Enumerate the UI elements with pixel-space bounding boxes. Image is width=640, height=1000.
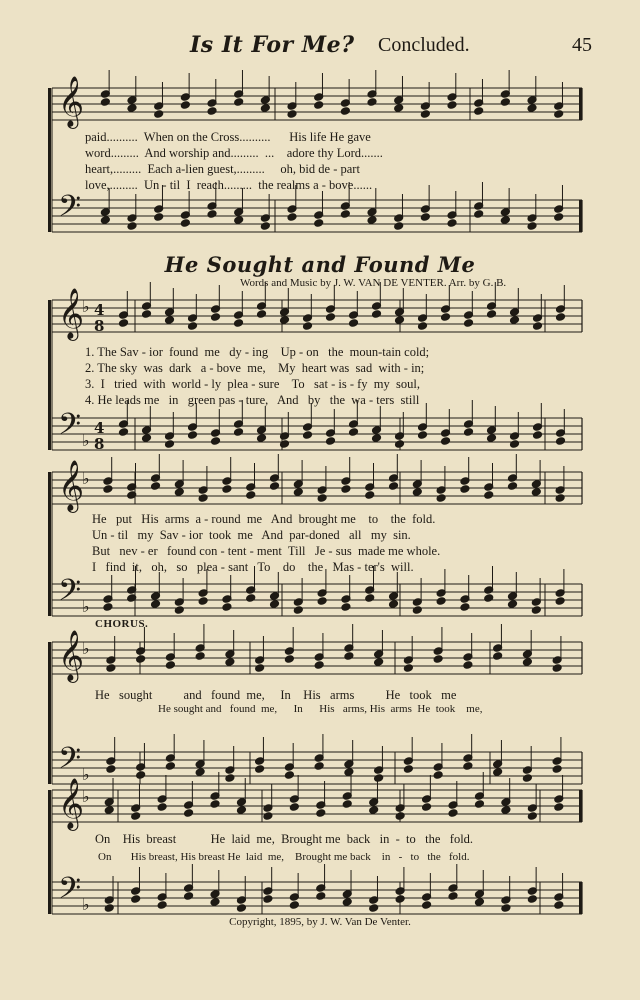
system-brace — [48, 300, 51, 450]
bass-clef: 𝄢 — [58, 408, 82, 449]
note-head — [342, 800, 352, 809]
note-head — [325, 437, 335, 446]
note-head — [136, 655, 146, 664]
note-head — [420, 213, 430, 222]
note-head — [369, 806, 379, 815]
note-head — [348, 319, 358, 328]
note-head — [552, 765, 562, 774]
treble-clef: 𝄞 — [58, 630, 85, 681]
note-head — [527, 104, 537, 113]
note-head — [180, 219, 190, 228]
flat-sign: ♭ — [82, 787, 90, 806]
note-head — [284, 655, 294, 664]
chorus-line-lower: On His breast, His breast He laid me, Brought me back in - to the fold. — [98, 851, 470, 863]
note-head — [289, 901, 299, 910]
note-head — [260, 104, 270, 113]
note-head — [246, 491, 256, 500]
note-head — [463, 428, 473, 437]
note-head — [417, 431, 427, 440]
note-head — [207, 107, 217, 116]
note-head — [198, 494, 208, 503]
verse-line: He put His arms a - round me And brought me to the fold. — [92, 512, 436, 526]
note-head — [104, 904, 114, 913]
note-head — [388, 482, 398, 491]
note-head — [448, 809, 458, 818]
note-head — [165, 762, 175, 771]
note-head — [157, 803, 167, 812]
system-brace — [48, 642, 51, 784]
note-head — [187, 322, 197, 331]
treble-clef: 𝄞 — [58, 76, 85, 127]
note-head — [234, 98, 244, 107]
note-head — [314, 661, 324, 670]
note-head — [500, 98, 510, 107]
flat-sign: ♭ — [82, 765, 90, 784]
note-head — [222, 603, 232, 612]
copyright-notice: Copyright, 1895, by J. W. Van De Venter. — [229, 916, 411, 928]
note-head — [527, 812, 537, 821]
note-head — [317, 494, 327, 503]
bass-clef: 𝄢 — [58, 742, 82, 783]
chorus-label: CHORUS. — [95, 618, 149, 630]
note-head — [493, 652, 503, 661]
flat-sign: ♭ — [82, 469, 90, 488]
note-head — [394, 440, 404, 449]
note-head — [314, 762, 324, 771]
note-head — [474, 898, 484, 907]
note-head — [293, 606, 303, 615]
note-head — [210, 313, 220, 322]
note-head — [374, 774, 384, 783]
verse-line: word......... And worship and......... ... adore thy Lord....... — [85, 146, 383, 160]
note-head — [165, 661, 175, 670]
note-head — [522, 658, 532, 667]
flat-sign: ♭ — [82, 597, 90, 616]
note-head — [554, 110, 564, 119]
note-head — [263, 895, 273, 904]
note-head — [141, 310, 151, 319]
time-signature: 4 — [94, 419, 105, 437]
hymn-credit: Words and Music by J. W. VAN DE VENTER. Arr. by G. B. — [240, 277, 507, 289]
note-head — [486, 310, 496, 319]
note-head — [532, 431, 542, 440]
note-head — [447, 101, 457, 110]
note-head — [340, 210, 350, 219]
note-head — [509, 316, 519, 325]
hymn-title-continued: Is It For Me? — [190, 32, 355, 58]
note-head — [555, 597, 565, 606]
note-head — [100, 216, 110, 225]
bass-clef: 𝄢 — [58, 872, 82, 913]
note-head — [433, 771, 443, 780]
system-brace — [48, 88, 51, 232]
note-head — [348, 428, 358, 437]
note-head — [118, 428, 128, 437]
verse-line: Un - til my Sav - ior took me And par-doned all my sin. — [92, 528, 411, 542]
note-head — [507, 482, 517, 491]
note-head — [341, 485, 351, 494]
note-head — [527, 895, 537, 904]
note-head — [484, 594, 494, 603]
note-head — [154, 213, 164, 222]
note-head — [501, 806, 511, 815]
note-head — [554, 803, 564, 812]
note-head — [365, 491, 375, 500]
verse-line: I find it, oh, so plea - sant To do the Mas - ter's will. — [92, 560, 414, 574]
note-head — [342, 898, 352, 907]
note-head — [463, 762, 473, 771]
note-head — [263, 812, 273, 821]
note-head — [532, 322, 542, 331]
note-head — [234, 216, 244, 225]
note-head — [256, 434, 266, 443]
note-head — [555, 494, 565, 503]
note-head — [417, 322, 427, 331]
chorus-line-upper: He sought and found me, In His arms He took me — [95, 688, 457, 702]
note-head — [412, 488, 422, 497]
note-head — [164, 316, 174, 325]
note-head — [195, 768, 205, 777]
note-head — [184, 809, 194, 818]
treble-clef: 𝄞 — [58, 460, 85, 511]
note-head — [293, 488, 303, 497]
note-head — [433, 655, 443, 664]
note-head — [317, 597, 327, 606]
note-head — [106, 664, 116, 673]
note-head — [341, 603, 351, 612]
note-head — [460, 485, 470, 494]
note-head — [198, 597, 208, 606]
note-head — [269, 482, 279, 491]
note-head — [225, 774, 235, 783]
final-bar — [579, 200, 582, 232]
note-head — [371, 434, 381, 443]
system-brace — [48, 790, 51, 914]
note-head — [554, 213, 564, 222]
verse-line: heart,......... Each a-lien guest,......... oh, bid de - part — [85, 162, 360, 176]
final-bar — [579, 882, 582, 914]
note-head — [106, 765, 116, 774]
note-head — [207, 210, 217, 219]
note-head — [531, 606, 541, 615]
note-head — [436, 597, 446, 606]
note-head — [367, 216, 377, 225]
system-brace — [48, 472, 51, 616]
note-head — [256, 310, 266, 319]
note-head — [150, 600, 160, 609]
note-head — [412, 606, 422, 615]
note-head — [403, 664, 413, 673]
note-head — [279, 440, 289, 449]
hymn-title: He Sought and Found Me — [164, 252, 476, 277]
note-head — [302, 431, 312, 440]
bass-clef: 𝄢 — [58, 190, 82, 231]
note-head — [141, 434, 151, 443]
note-head — [131, 812, 141, 821]
verse-line: paid.......... When on the Cross.......... His life He gave — [85, 130, 371, 144]
note-head — [104, 806, 114, 815]
verse-line: 3. I tried with world - ly plea - sure To sat - is - fy my soul, — [85, 377, 420, 391]
note-head — [369, 904, 379, 913]
note-head — [422, 803, 432, 812]
note-head — [210, 800, 220, 809]
note-head — [174, 606, 184, 615]
note-head — [440, 313, 450, 322]
note-head — [395, 895, 405, 904]
note-head — [500, 216, 510, 225]
note-head — [493, 768, 503, 777]
note-head — [233, 319, 243, 328]
note-head — [103, 603, 113, 612]
note-head — [269, 600, 279, 609]
note-head — [340, 107, 350, 116]
note-head — [287, 213, 297, 222]
note-head — [222, 485, 232, 494]
note-head — [289, 803, 299, 812]
note-head — [460, 603, 470, 612]
note-head — [555, 313, 565, 322]
note-head — [287, 110, 297, 119]
note-head — [136, 771, 146, 780]
note-head — [233, 428, 243, 437]
note-head — [555, 437, 565, 446]
note-head — [246, 594, 256, 603]
note-head — [127, 104, 137, 113]
flat-sign: ♭ — [82, 431, 90, 450]
note-head — [180, 101, 190, 110]
note-head — [154, 110, 164, 119]
page-number: 45 — [572, 34, 592, 56]
note-head — [184, 892, 194, 901]
note-head — [157, 901, 167, 910]
note-head — [302, 322, 312, 331]
note-head — [447, 219, 457, 228]
note-head — [150, 482, 160, 491]
note-head — [103, 485, 113, 494]
note-head — [388, 600, 398, 609]
note-head — [422, 901, 432, 910]
note-head — [260, 222, 270, 231]
note-head — [501, 904, 511, 913]
chorus-line-upper: On His breast He laid me, Brought me back in - to the fold. — [95, 832, 474, 846]
note-head — [486, 434, 496, 443]
note-head — [463, 319, 473, 328]
note-head — [522, 774, 532, 783]
note-head — [527, 222, 537, 231]
final-bar — [579, 88, 582, 120]
note-head — [463, 661, 473, 670]
note-head — [394, 222, 404, 231]
note-head — [127, 222, 137, 231]
note-head — [316, 809, 326, 818]
note-head — [236, 904, 246, 913]
note-head — [195, 652, 205, 661]
verse-line: 1. The Sav - ior found me dy - ing Up - on the moun-tain cold; — [85, 345, 430, 359]
note-head — [367, 98, 377, 107]
note-head — [474, 210, 484, 219]
note-head — [395, 812, 405, 821]
note-head — [531, 488, 541, 497]
note-head — [440, 437, 450, 446]
note-head — [131, 895, 141, 904]
note-head — [371, 310, 381, 319]
note-head — [394, 104, 404, 113]
chorus-line-lower: He sought and found me, In His arms, His arms He took me, — [158, 703, 483, 715]
note-head — [420, 110, 430, 119]
time-signature: 8 — [94, 435, 105, 453]
note-head — [314, 101, 324, 110]
note-head — [474, 107, 484, 116]
note-head — [118, 319, 128, 328]
note-head — [552, 664, 562, 673]
verse-line: love,......... Un - til I reach......... the realms a - bove...... — [85, 178, 373, 192]
note-head — [484, 491, 494, 500]
note-head — [316, 892, 326, 901]
concluded-label: Concluded. — [378, 34, 470, 56]
note-head — [474, 800, 484, 809]
time-signature: 4 — [94, 301, 105, 319]
note-head — [394, 316, 404, 325]
flat-sign: ♭ — [82, 639, 90, 658]
treble-clef: 𝄞 — [58, 288, 85, 339]
note-head — [436, 494, 446, 503]
note-head — [225, 658, 235, 667]
note-head — [365, 594, 375, 603]
note-head — [210, 437, 220, 446]
note-head — [554, 901, 564, 910]
note-head — [284, 771, 294, 780]
time-signature: 8 — [94, 317, 105, 335]
bass-clef: 𝄢 — [58, 574, 82, 615]
note-head — [255, 664, 265, 673]
note-head — [174, 488, 184, 497]
note-head — [314, 219, 324, 228]
verse-line: 2. The sky was dark a - bove me, My heart was sad with - in; — [85, 361, 425, 375]
treble-clef: 𝄞 — [58, 778, 85, 829]
flat-sign: ♭ — [82, 297, 90, 316]
note-head — [100, 98, 110, 107]
note-head — [507, 600, 517, 609]
note-head — [255, 765, 265, 774]
note-head — [509, 440, 519, 449]
verse-line: But nev - er found con - tent - ment Till Je - sus made me whole. — [92, 544, 441, 558]
note-head — [187, 431, 197, 440]
note-head — [236, 806, 246, 815]
note-head — [344, 768, 354, 777]
note-head — [164, 440, 174, 449]
flat-sign: ♭ — [82, 895, 90, 914]
note-head — [448, 892, 458, 901]
note-head — [344, 652, 354, 661]
note-head — [325, 313, 335, 322]
note-head — [403, 765, 413, 774]
note-head — [279, 316, 289, 325]
verse-line: 4. He leads me in green pas - ture, And by the wa - ters still — [85, 393, 420, 407]
final-bar — [579, 790, 582, 822]
note-head — [210, 898, 220, 907]
note-head — [374, 658, 384, 667]
